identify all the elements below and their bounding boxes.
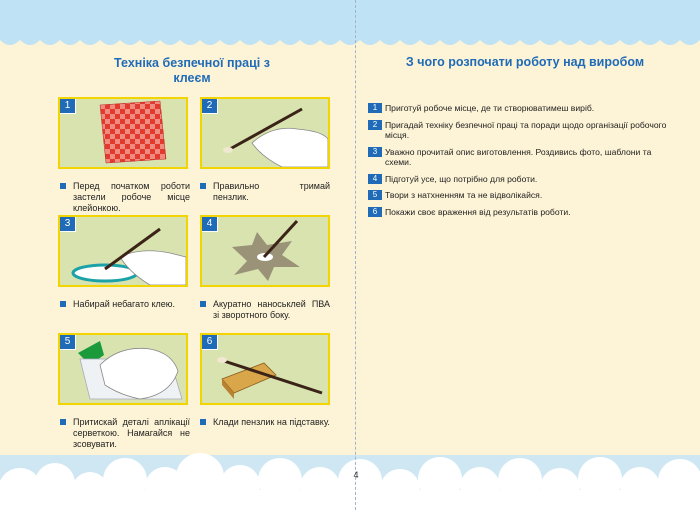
card-4: [200, 215, 330, 287]
card-number: 2: [202, 99, 218, 114]
card-1: [58, 97, 188, 169]
card-caption: Правильно тримай пензлик.: [200, 181, 330, 203]
step-number: 2: [368, 120, 382, 130]
list-item: [368, 120, 668, 141]
bullet-icon: [200, 183, 206, 189]
brush-on-stand-icon: [202, 335, 328, 403]
card-number: 3: [60, 217, 76, 232]
card-2: [200, 97, 330, 169]
card-caption: Клади пензлик на підставку.: [200, 417, 330, 428]
pressing-napkin-icon: [60, 335, 186, 403]
bullet-icon: [60, 301, 66, 307]
bullet-icon: [200, 419, 206, 425]
bullet-icon: [60, 183, 66, 189]
step-text: Приготуй робоче місце, де ти створюватимеш виріб.: [385, 103, 595, 113]
card-caption: Набирай небагато клею.: [60, 299, 190, 310]
card-caption: Перед початком роботи застели робоче місце клейонкою.: [60, 181, 190, 214]
card-3: [58, 215, 188, 287]
list-item: [368, 207, 668, 218]
checkered-oilcloth-icon: [60, 99, 186, 167]
card-number: 5: [60, 335, 76, 350]
list-item: [368, 174, 668, 185]
card-number: 1: [60, 99, 76, 114]
step-number: 3: [368, 147, 382, 157]
card-caption: Акуратно наноськлей ПВА зі зворотного боку.: [200, 299, 330, 321]
step-number: 6: [368, 207, 382, 217]
step-number: 1: [368, 103, 382, 113]
bullet-icon: [60, 419, 66, 425]
card-6: [200, 333, 330, 405]
step-text: Твори з натхненням та не відволікайся.: [385, 190, 543, 200]
page-fold-divider: [355, 0, 356, 510]
applying-glue-icon: [202, 217, 328, 285]
step-text: Уважно прочитай опис виготовлення. Роздивись фото, шаблони та схеми.: [385, 146, 652, 167]
card-5: [58, 333, 188, 405]
left-page-title: Техніка безпечної праці з клеєм: [114, 56, 270, 85]
list-item: [368, 103, 668, 114]
card-caption: Притискай деталі аплікації серветкою. Намагайся не зсовувати.: [60, 417, 190, 450]
step-text: Покажи своє враження від результатів роботи.: [385, 206, 571, 217]
step-text: Підготуй усе, що потрібно для роботи.: [385, 173, 538, 184]
step-number: 5: [368, 190, 382, 200]
list-item: [368, 190, 668, 201]
brush-in-glue-dish-icon: [60, 217, 186, 285]
step-text: Пригадай техніку безпечної праці та поради щодо організації робочого місця.: [385, 119, 667, 140]
card-number: 6: [202, 335, 218, 350]
step-number: 4: [368, 174, 382, 184]
card-number: 4: [202, 217, 218, 232]
steps-list: [368, 103, 668, 223]
right-page-title: З чого розпочати роботу над виробом: [405, 55, 645, 69]
page-number: 4: [353, 470, 359, 480]
bullet-icon: [200, 301, 206, 307]
list-item: [368, 147, 668, 168]
hand-holding-brush-icon: [202, 99, 328, 167]
